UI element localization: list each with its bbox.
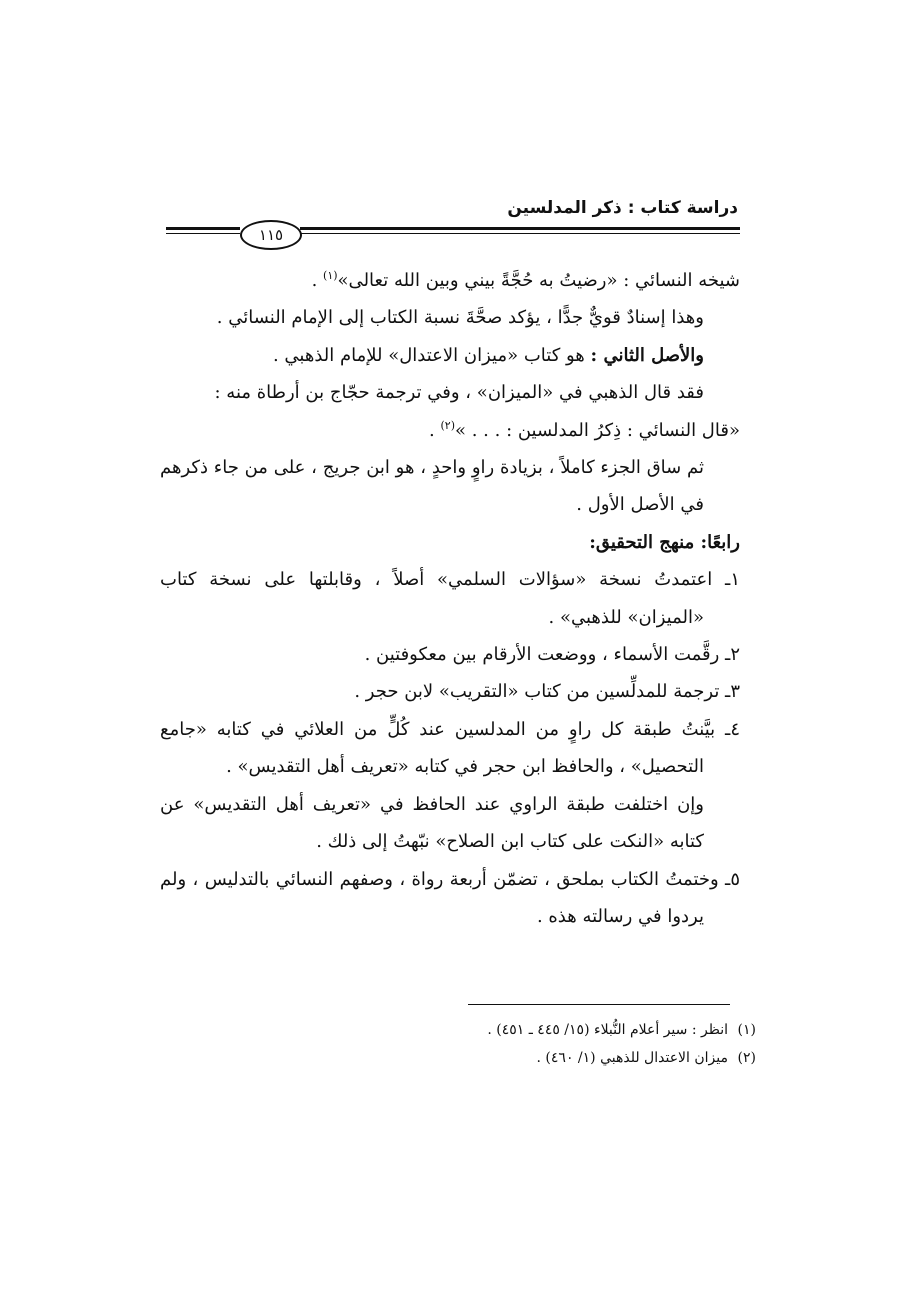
footnote-text: ميزان الاعتدال للذهبي (١/ ٤٦٠) .	[536, 1050, 728, 1066]
footnote-2	[196, 1044, 756, 1072]
footnote-ref-1[interactable]: (١)	[323, 269, 338, 282]
footnote-number: (١)	[737, 1022, 756, 1038]
list-item-3: ٣ـ ترجمة للمدلِّسين من كتاب «التقريب» لابن حجر .	[354, 681, 740, 703]
paragraph-isnad: وهذا إسنادٌ قويٌّ جدًّا ، يؤكد صحَّةَ نسبة الكتاب إلى الإمام النسائي .	[216, 307, 704, 329]
page-number: ١١٥	[240, 220, 302, 250]
paragraph-second-source: والأصل الثاني : هو كتاب «ميزان الاعتدال» للإمام الذهبي .	[272, 344, 704, 366]
second-source-label: والأصل الثاني :	[590, 344, 704, 366]
list-item-2: ٢ـ رقَّمت الأسماء ، ووضعت الأرقام بين معكوفتين .	[364, 644, 740, 666]
paragraph-nasai-quote-2: «قال النسائي : ذِكرُ المدلسين : . . . »$^{(٢)}$ .	[429, 418, 740, 441]
body-text	[160, 262, 740, 935]
footnote-text: انظر : سير أعلام النُّبلاء (١٥/ ٤٤٥ ـ ٤٥١) .	[487, 1022, 728, 1038]
list-item-4: ٤ـ بيَّنتُ طبقة كل راوٍ من المدلسين عند كُلٍّ من العلائي في كتابه «جامع التحصيل» ، والحافظ ابن حجر في كتابه «تعريف أهل التقديس» .	[160, 718, 740, 778]
section-heading: رابعًا: منهج التحقيق:	[589, 531, 740, 553]
list-item-1: ١ـ اعتمدتُ نسخة «سؤالات السلمي» أصلاً ، وقابلتها على نسخة كتاب «الميزان» للذهبي» .	[160, 569, 740, 628]
paragraph-dhahabi: فقد قال الذهبي في «الميزان» ، وفي ترجمة حجّاج بن أرطاة منه :	[214, 382, 704, 404]
footnote-rule	[468, 1004, 730, 1005]
footnotes	[196, 1016, 756, 1072]
paragraph-nasai-quote: شيخه النسائي : «رضيتُ به حُجَّةً بيني وبين الله تعالى»$^{(١)}$ .	[311, 269, 740, 291]
footnote-number: (٢)	[737, 1050, 756, 1066]
paragraph-full-part: ثم ساق الجزء كاملاً ، بزيادة راوٍ واحدٍ ، هو ابن جريج ، على من جاء ذكرهم في الأصل الأول .	[160, 457, 704, 516]
footnote-ref-2[interactable]: (٢)	[440, 418, 455, 432]
running-title: دراسة كتاب : ذكر المدلسين	[507, 198, 738, 218]
list-item-5: ٥ـ وختمتُ الكتاب بملحق ، تضمّن أربعة رواة ، وصفهم النسائي بالتدليس ، ولم يردوا في رسالته هذه .	[160, 868, 740, 927]
list-item-4-continuation: وإن اختلفت طبقة الراوي عند الحافظ في «تعريف أهل التقديس» عن كتابه «النكت على كتاب ابن الصلاح» نبّهتُ إلى ذلك .	[160, 793, 704, 853]
footnote-1	[196, 1016, 756, 1044]
